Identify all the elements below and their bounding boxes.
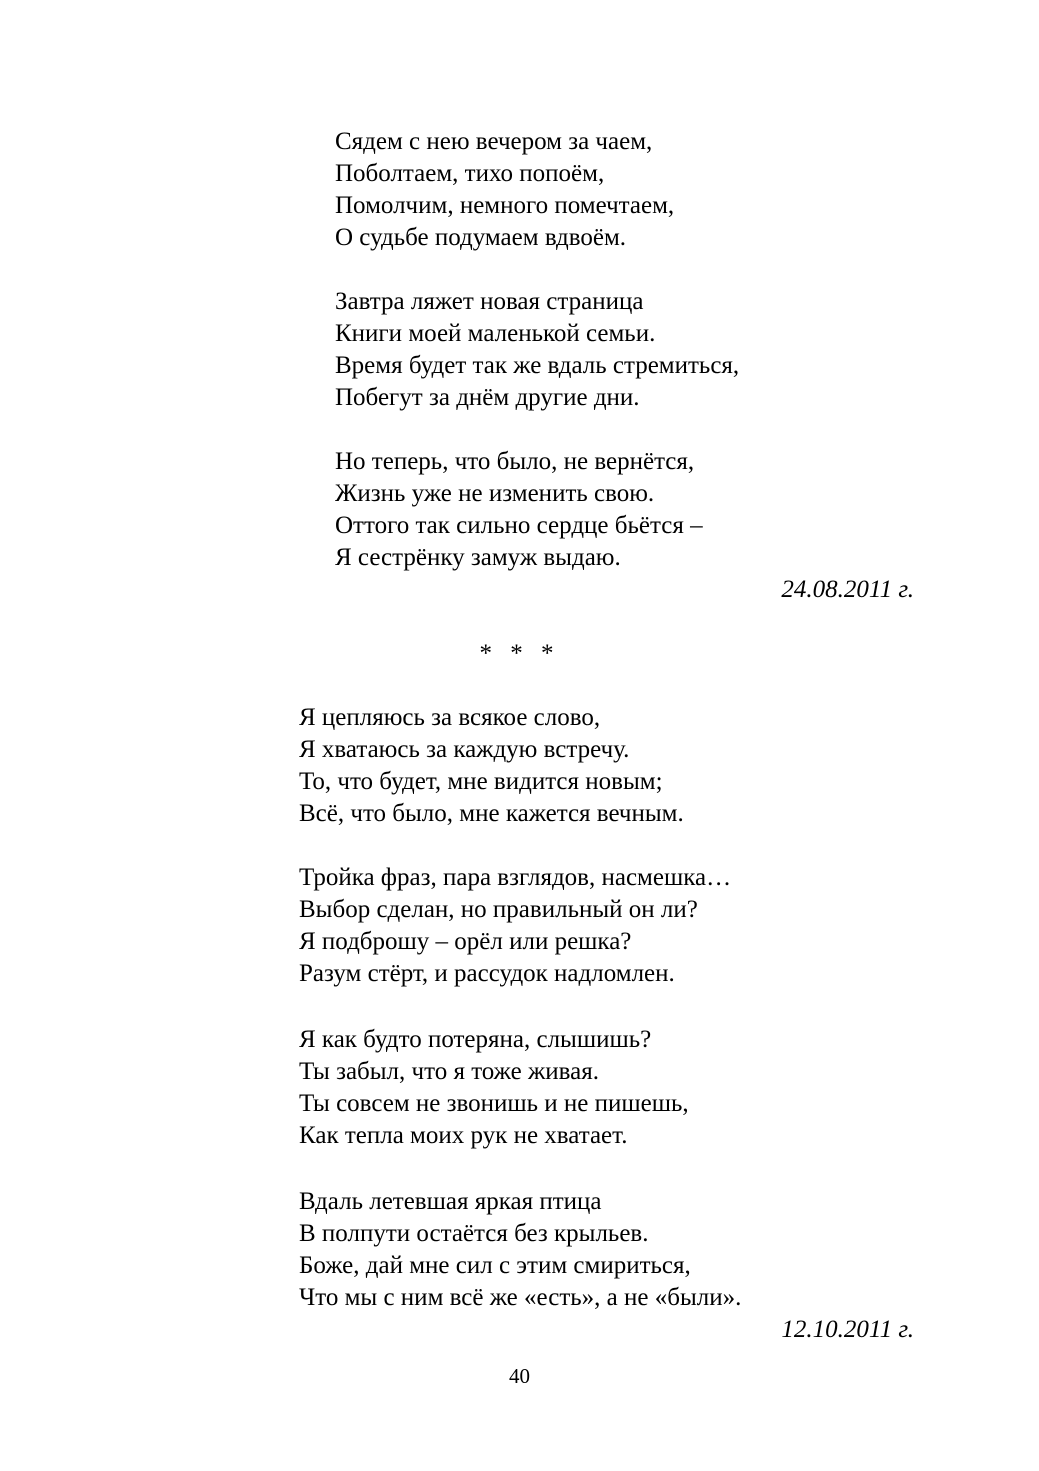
poem2-line: Я подброшу – орёл или решка? bbox=[299, 928, 632, 955]
poem2-line: Ты забыл, что я тоже живая. bbox=[299, 1058, 599, 1085]
poem1-line: Книги моей маленькой семьи. bbox=[335, 320, 656, 347]
poem2-line: Тройка фраз, пара взглядов, насмешка… bbox=[299, 864, 732, 891]
poem-separator: * * * bbox=[479, 640, 560, 667]
poem2-line: Я как будто потеряна, слышишь? bbox=[299, 1026, 652, 1053]
poem2-line: Боже, дай мне сил с этим смириться, bbox=[299, 1252, 691, 1279]
poem1-line: Завтра ляжет новая страница bbox=[335, 288, 644, 315]
poem2-line: Что мы с ним всё же «есть», а не «были». bbox=[299, 1284, 742, 1311]
poem1-line: Жизнь уже не изменить свою. bbox=[335, 480, 655, 507]
poem2-line: В полпути остаётся без крыльев. bbox=[299, 1220, 649, 1247]
poem1-line: Время будет так же вдаль стремиться, bbox=[335, 352, 740, 379]
poem2-line: Ты совсем не звонишь и не пишешь, bbox=[299, 1090, 689, 1117]
poem1-date: 24.08.2011 г. bbox=[781, 576, 914, 603]
poem2-date: 12.10.2011 г. bbox=[781, 1316, 914, 1343]
poem1-line: Я сестрёнку замуж выдаю. bbox=[335, 544, 621, 571]
poem2-line: Вдаль летевшая яркая птица bbox=[299, 1188, 602, 1215]
poem2-line: То, что будет, мне видится новым; bbox=[299, 768, 663, 795]
poem2-line: Как тепла моих рук не хватает. bbox=[299, 1122, 628, 1149]
poem2-line: Выбор сделан, но правильный он ли? bbox=[299, 896, 698, 923]
poem1-line: Побегут за днём другие дни. bbox=[335, 384, 640, 411]
poem2-line: Я цепляюсь за всякое слово, bbox=[299, 704, 601, 731]
page-number: 40 bbox=[509, 1364, 530, 1388]
poem1-line: Поболтаем, тихо попоём, bbox=[335, 160, 605, 187]
poem1-line: О судьбе подумаем вдвоём. bbox=[335, 224, 627, 251]
poem2-line: Разум стёрт, и рассудок надломлен. bbox=[299, 960, 675, 987]
poem1-line: Оттого так сильно сердце бьётся – bbox=[335, 512, 703, 539]
poem2-line: Я хватаюсь за каждую встречу. bbox=[299, 736, 630, 763]
poem1-line: Но теперь, что было, не вернётся, bbox=[335, 448, 695, 475]
poem1-line: Помолчим, немного помечтаем, bbox=[335, 192, 675, 219]
poem2-line: Всё, что было, мне кажется вечным. bbox=[299, 800, 684, 827]
poem1-line: Сядем с нею вечером за чаем, bbox=[335, 128, 653, 155]
